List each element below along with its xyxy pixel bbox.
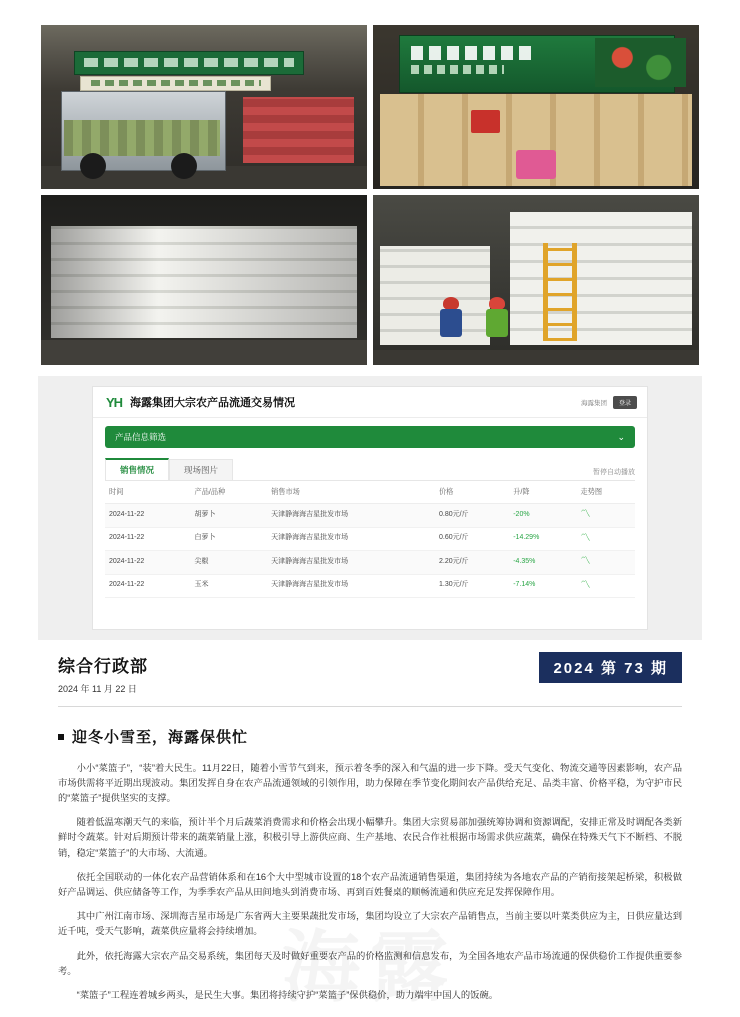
photo1-green-banner	[74, 51, 304, 74]
table-row[interactable]	[105, 527, 635, 551]
photo3-ground	[41, 340, 367, 366]
photo1-truck-cargo	[64, 120, 220, 156]
paragraph-6: “菜篮子”工程连着城乡两头，是民生大事。集团将持续守护“菜篮子”保供稳价，助力端牢中国人的饭碗。	[76, 990, 499, 1001]
cell-date: 2024-11-22	[105, 504, 191, 528]
department-name: 综合行政部	[58, 657, 148, 676]
tab-sales[interactable]: 销售情况	[105, 458, 169, 480]
cell-market: 天津静海海吉星批发市场	[267, 527, 435, 551]
photo4-ground	[373, 350, 699, 365]
trend-sparkline-icon: 〽	[577, 551, 635, 575]
autoplay-toggle[interactable]: 暂停自动播放	[593, 469, 635, 476]
square-bullet-icon	[58, 734, 64, 740]
col-trend: 走势图	[577, 481, 635, 504]
photo1-white-banner	[80, 76, 271, 91]
cell-market: 天津静海海吉星批发市场	[267, 504, 435, 528]
table-row[interactable]	[105, 504, 635, 528]
cell-product: 胡萝卜	[191, 504, 268, 528]
table-header-row	[105, 481, 635, 504]
cell-product: 尖椒	[191, 551, 268, 575]
photo2-red-crate	[471, 110, 500, 133]
article-headline	[58, 726, 682, 747]
cell-date: 2024-11-22	[105, 551, 191, 575]
app-header	[93, 387, 647, 418]
cell-price: 1.30元/斤	[435, 574, 509, 598]
product-filter-label: 产品信息筛选	[115, 432, 167, 442]
photo2-pink-crate	[516, 150, 555, 180]
issue-badge: 2024 第 73 期	[539, 652, 682, 683]
cell-change: -20%	[509, 504, 576, 528]
trend-sparkline-icon: 〽	[577, 574, 635, 598]
col-market: 销售市场	[267, 481, 435, 504]
table-row[interactable]	[105, 551, 635, 575]
header-link-company[interactable]: 海露集团	[580, 399, 607, 407]
photo-workers-loading	[370, 192, 702, 368]
app-screenshot-panel	[38, 376, 702, 640]
cell-date: 2024-11-22	[105, 574, 191, 598]
cell-change: -7.14%	[509, 574, 576, 598]
col-product: 产品/品种	[191, 481, 268, 504]
product-filter-bar[interactable]	[105, 426, 635, 448]
photo-collage	[38, 22, 702, 368]
photo1-crates	[243, 97, 354, 163]
tabs-row	[105, 458, 635, 481]
cell-date: 2024-11-22	[105, 527, 191, 551]
chevron-down-icon[interactable]: ⌄	[617, 431, 625, 442]
trend-sparkline-icon: 〽	[577, 527, 635, 551]
cell-market: 天津静海海吉星批发市场	[267, 574, 435, 598]
sales-table	[105, 481, 635, 598]
company-logo-icon: YH	[105, 394, 123, 410]
table-row[interactable]	[105, 574, 635, 598]
photo-foam-box-stacks	[38, 192, 370, 368]
cell-product: 玉米	[191, 574, 268, 598]
cell-change: -4.35%	[509, 551, 576, 575]
cell-change: -14.29%	[509, 527, 576, 551]
web-app-window	[92, 386, 648, 630]
paragraph-1: 小小“菜篮子”，“装”着大民生。11月22日，随着小雪节气到来，预示着冬季的深入和气温的进一步下降。受天气变化、物流交通等因素影响，农产品市场供需将平近期出现波动。集团发挥自身在农产品流通领域的引领作用，助力保障在季节变化期间农产品供给充足、品类丰富、价格平稳，为守护市民的“菜篮子”提供坚实的支撑。	[58, 763, 682, 804]
headline-text: 迎冬小雪至，海露保供忙	[72, 729, 249, 746]
article-body	[58, 726, 682, 1012]
paragraph-4: 其中广州江南市场、深圳海吉星市场是广东省两大主要果蔬批发市场，集团均设立了大宗农产品销售点，当前主要以叶菜类供应为主，日供应量达到近千吨，受天气影响，蔬菜供应量将会持续增加。	[58, 911, 682, 937]
photo4-ladder	[543, 243, 577, 342]
masthead	[58, 652, 682, 698]
photo-market-gate-truck	[38, 22, 370, 192]
col-change: 升/降	[509, 481, 576, 504]
photo3-shadow-overlay	[51, 226, 357, 338]
app-title: 海露集团大宗农产品流通交易情况	[130, 397, 295, 409]
col-price: 价格	[435, 481, 509, 504]
photo4-worker-body-2	[440, 309, 462, 337]
paragraph-2: 随着低温寒潮天气的来临，预计半个月后蔬菜消费需求和价格会出现小幅攀升。集团大宗贸易部加强统筹协调和资源调配，安排正常及时调配各类新鲜时令蔬菜。针对后期预计带来的蔬菜销量上涨，积极引导上游供应商、生产基地、农民合作社根据市场需求供应蔬菜，确保在特殊天气下不断档、不脱销，稳定“菜篮子”的大市场、大流通。	[58, 817, 682, 858]
photo-storefront-green-sign	[370, 22, 702, 192]
cell-price: 0.80元/斤	[435, 504, 509, 528]
app-header-links	[581, 396, 637, 409]
photo4-worker-body	[486, 309, 508, 337]
publication-date: 2024 年 11 月 22 日	[58, 684, 137, 694]
col-date: 时间	[105, 481, 191, 504]
photo2-vegetable-graphic	[595, 38, 686, 87]
paragraph-3: 依托全国联动的一体化农产品营销体系和在16个大中型城市设置的18个农产品流通销售渠道，集团持续为各地农产品的产销衔接架起桥梁，积极做好产品调运、供应储备等工作，为季季农产品从田间地头到消费市场、再到百姓餐桌的顺畅流通和供应充足发挥保障作用。	[58, 871, 682, 897]
photo4-worker-blue	[438, 297, 464, 351]
photo4-worker-green-vest	[484, 297, 510, 351]
login-button[interactable]: 登录	[613, 396, 637, 409]
paragraph-5: 此外，依托海露大宗农产品交易系统，集团每天及时做好重要农产品的价格监测和信息发布，为全国各地农产品市场流通的保供稳价工作提供重要参考。	[58, 950, 682, 976]
cell-price: 0.60元/斤	[435, 527, 509, 551]
photo4-foam-boxes-right	[510, 212, 693, 345]
trend-sparkline-icon: 〽	[577, 504, 635, 528]
tab-site-photos[interactable]: 现场图片	[169, 459, 233, 480]
cell-product: 白萝卜	[191, 527, 268, 551]
horizontal-divider	[58, 706, 682, 707]
cell-price: 2.20元/斤	[435, 551, 509, 575]
photo4-foam-boxes-left	[380, 246, 491, 345]
cell-market: 天津静海海吉星批发市场	[267, 551, 435, 575]
